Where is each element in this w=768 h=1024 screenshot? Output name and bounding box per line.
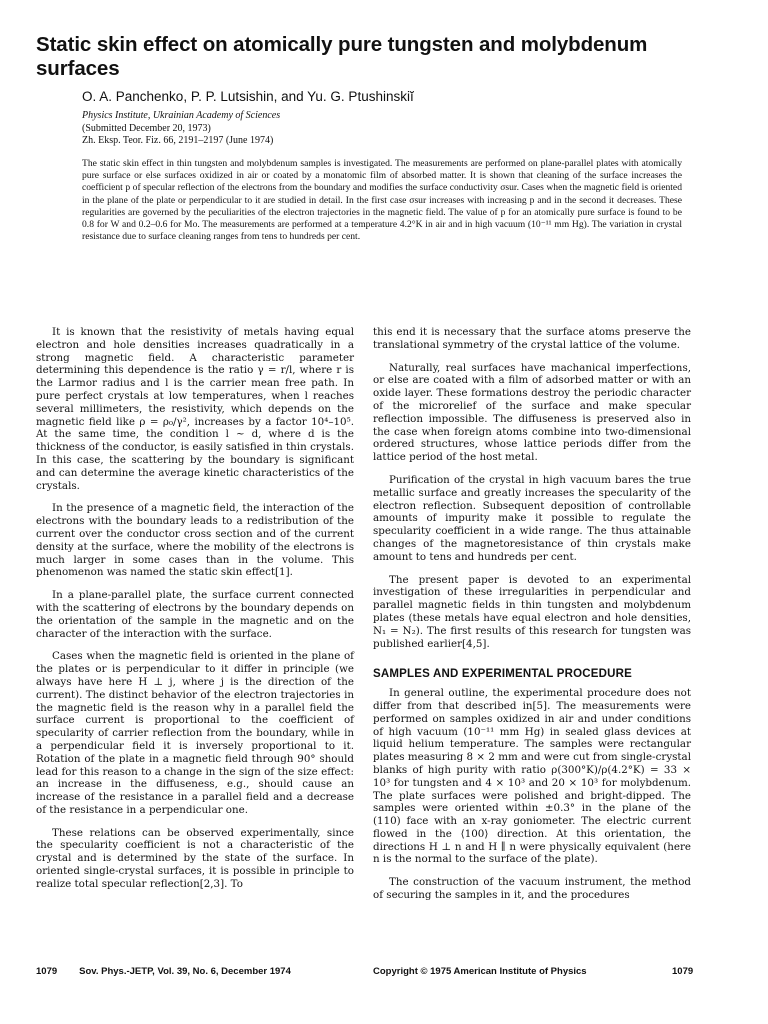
journal-reference: Sov. Phys.-JETP, Vol. 39, No. 6, December 1974 [79, 966, 291, 977]
submitted-date: (Submitted December 20, 1973) [82, 122, 211, 134]
institution: Physics Institute, Ukrainian Academy of Sciences [82, 110, 281, 121]
paragraph: These relations can be observed experimentally, since the specularity coefficient is not a characteristic of the crystal and is determined by the state of the surface. In oriented single-crystal surfaces, it is possible in principle to realize total specular reflection[2,3]. To [36, 826, 354, 890]
paragraph: Purification of the crystal in high vacuum bares the true metallic surface and greatly increases the specularity of the electron reflection. Subsequent deposition of controllable amounts of impurity make it possible to regulate the specularity coefficient in a wide range. The thus attainable changes of the magnetoresistance of thin crystals make amount to tens and hundreds per cent. [373, 473, 691, 563]
paragraph: In the presence of a magnetic field, the interaction of the electrons with the boundary leads to a redistribution of the current over the conductor cross section and of the current density at the surface, where the mobility of the electrons is much larger in some cases than in the volume. This phenomenon was named the static skin effect[1]. [36, 502, 354, 579]
paragraph: this end it is necessary that the surface atoms preserve the translational symmetry of the crystal lattice of the volume. [373, 326, 691, 351]
page-number-right: 1079 [672, 966, 694, 977]
footer-left [36, 966, 291, 977]
paper-title: Static skin effect on atomically pure tungsten and molybdenum surfaces [36, 33, 648, 80]
abstract: The static skin effect in thin tungsten and molybdenum samples is investigated. The measurements are performed on plane-parallel plates with atomically pure surface or else surfaces oxidized in air or coated by a monatomic film of absorbed matter. It is shown that cleaning of the surface increases the coefficient p of specular reflection of the electrons from the boundary and modifies the surface conductivity σsur. Cases when the magnetic field is oriented in the plane of the plate or perpendicular to it are studied in detail. In the first case σsur increases with increasing p and in the second it decreases. These regularities are governed by the peculiarities of the electron trajectories in the magnetic field. The value of p for an atomically pure surface is found to be 0.8 for W and 0.2–0.6 for Mo. The measurements are performed at a temperature 4.2°K in air and in high vacuum (10⁻¹¹ mm Hg). The variation in crystal resistance due to surface cleaning ranges from tens to hundreds per cent. [82, 158, 682, 243]
paragraph: It is known that the resistivity of metals having equal electron and hole densities increases quadratically in a strong magnetic field. A characteristic parameter determining this dependence is the ratio γ = r/l, where r is the Larmor radius and l is the carrier mean free path. In pure perfect crystals at low temperatures, when l reaches several millimeters, the resistivity, which depends on the magnetic field like ρ = ρ₀/γ², increases by a factor 10⁴–10⁵. At the same time, the condition l ~ d, where d is the thickness of the conductor, is easily satisfied in thin crystals. In this case, the scattering by the boundary is significant and can determine the average kinetic characteristics of the crystals. [36, 326, 354, 492]
section-heading: SAMPLES AND EXPERIMENTAL PROCEDURE [373, 668, 632, 681]
paragraph: In general outline, the experimental procedure does not differ from that described in[5]. The measurements were performed on samples oxidized in air and under conditions of high vacuum (10⁻¹¹ mm Hg) in sealed glass devices at liquid helium temperature. The samples were rectangular plates measuring 8 × 2 mm and were cut from single-crystal blanks of high purity with ratio ρ(300°K)/ρ(4.2°K) = 33 × 10³ for tungsten and 4 × 10³ and 20 × 10³ for molybdenum. The plate surfaces were polished and bright-dipped. The samples were oriented within ±0.3° in the plane of the (110) face with an x-ray goniometer. The electric current flowed in the ⟨100⟩ direction. At this orientation, the directions H ⊥ n and H ∥ n were physically equivalent (here n is the normal to the surface of the plate). [373, 687, 691, 866]
paragraph: The present paper is devoted to an experimental investigation of these irregularities in perpendicular and parallel magnetic fields in thin tungsten and molybdenum plates (these metals have equal electron and hole densities, N₁ = N₂). The first results of this research for tungsten was published earlier[4,5]. [373, 573, 691, 650]
paragraph: In a plane-parallel plate, the surface current connected with the scattering of electrons by the boundary depends on the orientation of the sample in the magnetic and on the character of the interaction with the surface. [36, 589, 354, 640]
paragraph: The construction of the vacuum instrument, the method of securing the samples in it, and the procedures [373, 876, 691, 902]
journal-citation: Zh. Eksp. Teor. Fiz. 66, 2191–2197 (June 1974) [82, 135, 274, 146]
paragraph: Naturally, real surfaces have machanical imperfections, or else are coated with a film of adsorbed matter or with an oxide layer. These formations destroy the periodic character of the microrelief of the surface and make specular reflection impossible. The diffuseness is preserved also in the case when foreign atoms combine into two-dimensional ordered structures, whose lattice periods differ from the lattice period of the host metal. [373, 361, 691, 464]
authors: O. A. Panchenko, P. P. Lutsishin, and Yu. G. Ptushinskiĭ [82, 89, 414, 104]
page-number-left: 1079 [36, 966, 58, 977]
paragraph: Cases when the magnetic field is oriented in the plane of the plates or is perpendicular to it differ in principle (we always have here H ⊥ j, where j is the direction of the current). The distinct behavior of the electron trajectories in the magnetic field is the reason why in a parallel field the surface current is proportional to the coefficient of specularity of carrier reflection from the boundary, while in a perpendicular field it is inversely proportional to it. Rotation of the plate in a magnetic field through 90° should lead for this reason to a change in the sign of the size effect: an increase in the diffuseness, e.g., should cause an increase of the resistance in a parallel field and a decrease of the resistance in a perpendicular one. [36, 650, 354, 816]
copyright-notice: Copyright © 1975 American Institute of Physics [373, 966, 587, 977]
right-column [373, 326, 691, 912]
left-column [36, 326, 354, 901]
paper-meta [82, 110, 280, 148]
